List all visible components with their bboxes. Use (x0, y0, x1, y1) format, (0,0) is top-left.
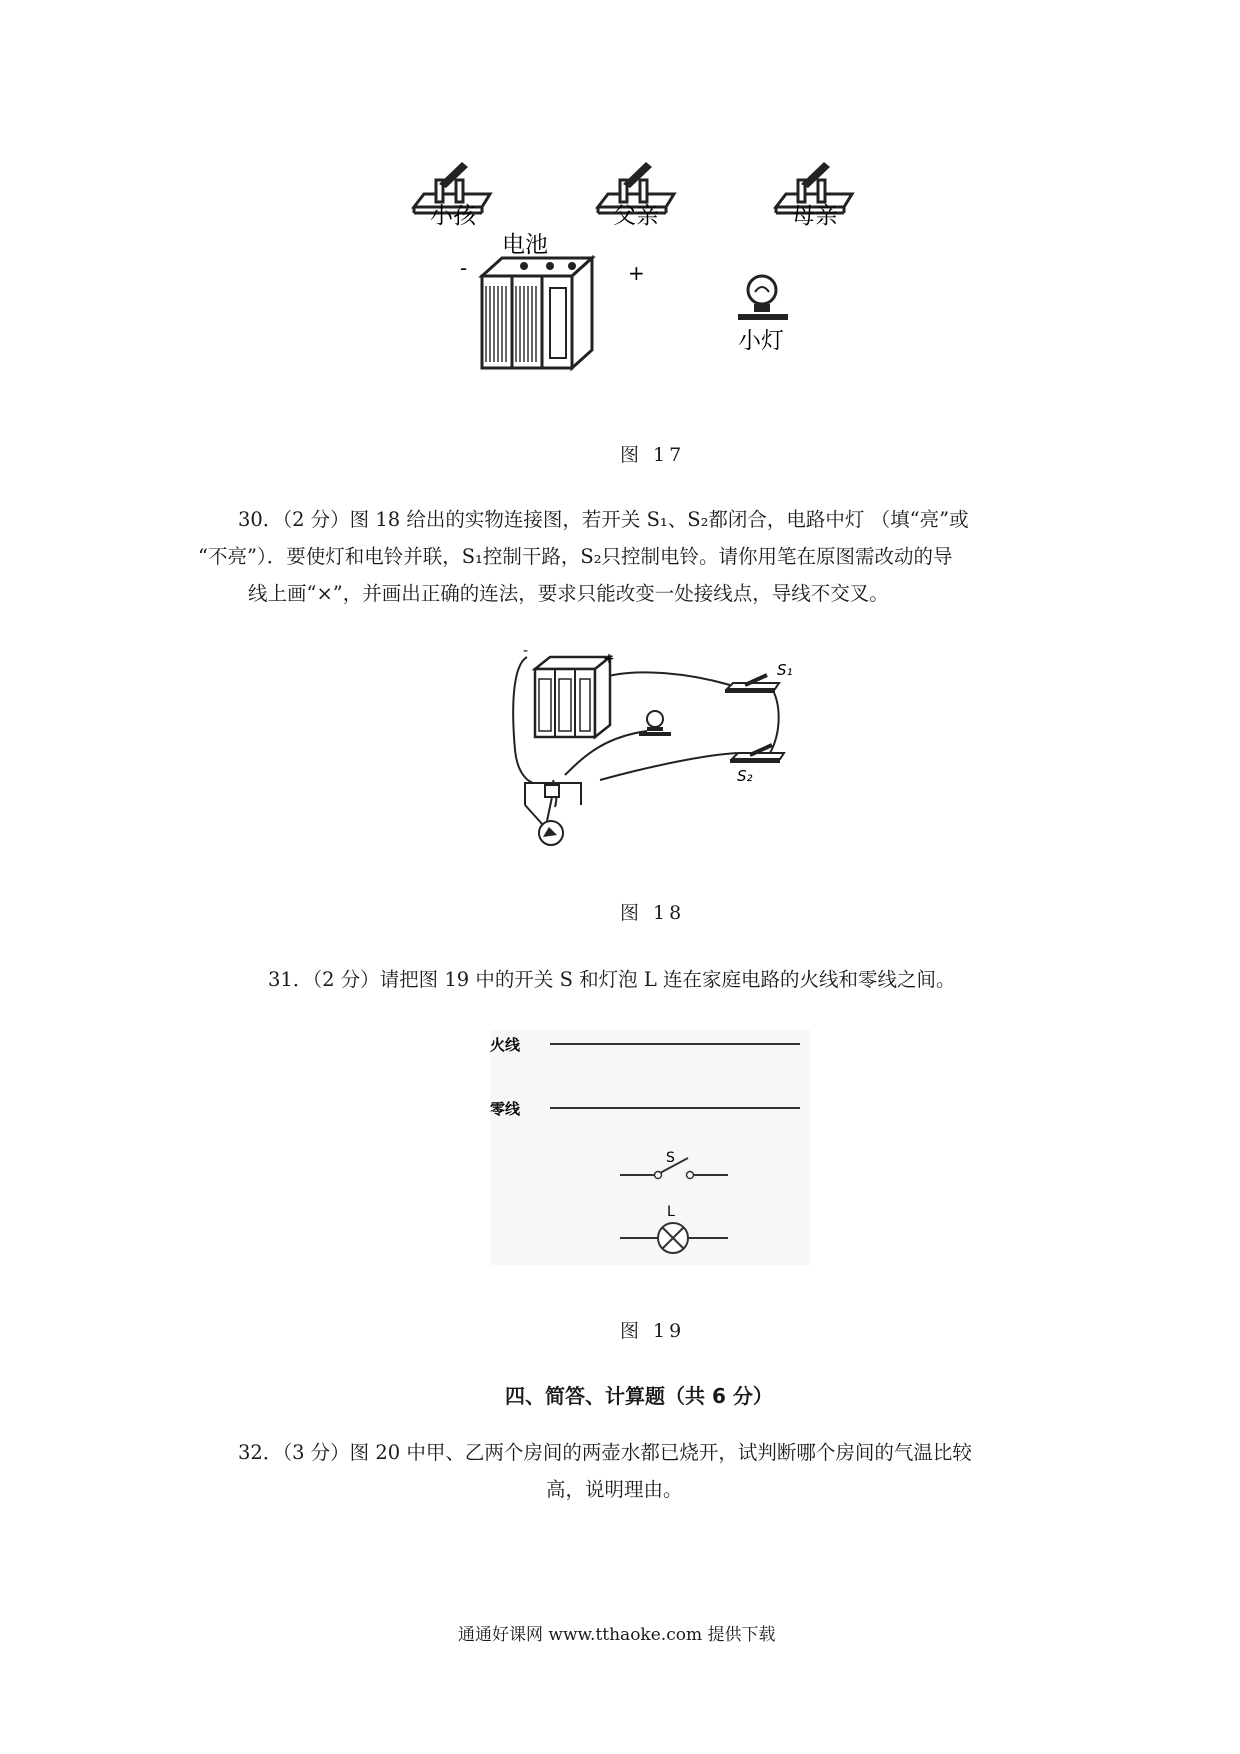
label-lamp-l: L (667, 1204, 675, 1220)
label-mother: 母亲 (792, 203, 838, 229)
figure-19 (490, 1030, 810, 1265)
lamp-icon (639, 711, 671, 736)
label-lamp: 小灯 (738, 328, 784, 354)
label-battery: 电池 (502, 232, 548, 258)
battery-icon (535, 657, 610, 737)
label-minus: - (523, 645, 529, 659)
q30-line-3: 线上画“×”，并画出正确的连法，要求只能改变一处接线点，导线不交叉。 (248, 582, 889, 605)
page-footer: 通通好课网 www.tthaoke.com 提供下载 (458, 1625, 776, 1645)
q32-line-2: 高，说明理由。 (546, 1478, 683, 1501)
figure-17-caption: 图 17 (620, 444, 686, 466)
battery-icon (482, 258, 592, 368)
label-live: 火线 (490, 1036, 521, 1054)
figure-17 (400, 150, 920, 410)
label-child: 小孩 (430, 203, 476, 229)
switch-s1-icon (725, 675, 779, 693)
q31-text: 31．（2 分）请把图 19 中的开关 S 和灯泡 L 连在家庭电路的火线和零线之间。 (268, 968, 956, 991)
figure-18-caption: 图 18 (620, 902, 686, 924)
lamp-icon (738, 276, 788, 320)
bell-icon (525, 783, 581, 845)
label-minus: - (460, 256, 468, 280)
section-4-heading: 四、简答、计算题（共 6 分） (505, 1384, 773, 1408)
label-neutral: 零线 (490, 1100, 521, 1118)
q32-line-1: 32．（3 分）图 20 中甲、乙两个房间的两壶水都已烧开，试判断哪个房间的气温比较 (238, 1441, 972, 1464)
label-plus: + (628, 261, 645, 285)
figure-18 (505, 645, 805, 850)
label-switch-s: S (666, 1150, 675, 1166)
q30-line-1: 30．（2 分）图 18 给出的实物连接图，若开关 S₁、S₂都闭合，电路中灯 （填“亮”或 (238, 508, 969, 531)
label-plus: + (603, 651, 615, 667)
label-father: 父亲 (613, 203, 659, 229)
label-s2: S₂ (737, 767, 753, 785)
q30-line-2: “不亮”）．要使灯和电铃并联，S₁控制干路，S₂只控制电铃。请你用笔在原图需改动的导 (198, 545, 953, 568)
label-s1: S₁ (777, 661, 793, 679)
figure-19-caption: 图 19 (620, 1320, 686, 1342)
switch-s2-icon (730, 745, 784, 763)
